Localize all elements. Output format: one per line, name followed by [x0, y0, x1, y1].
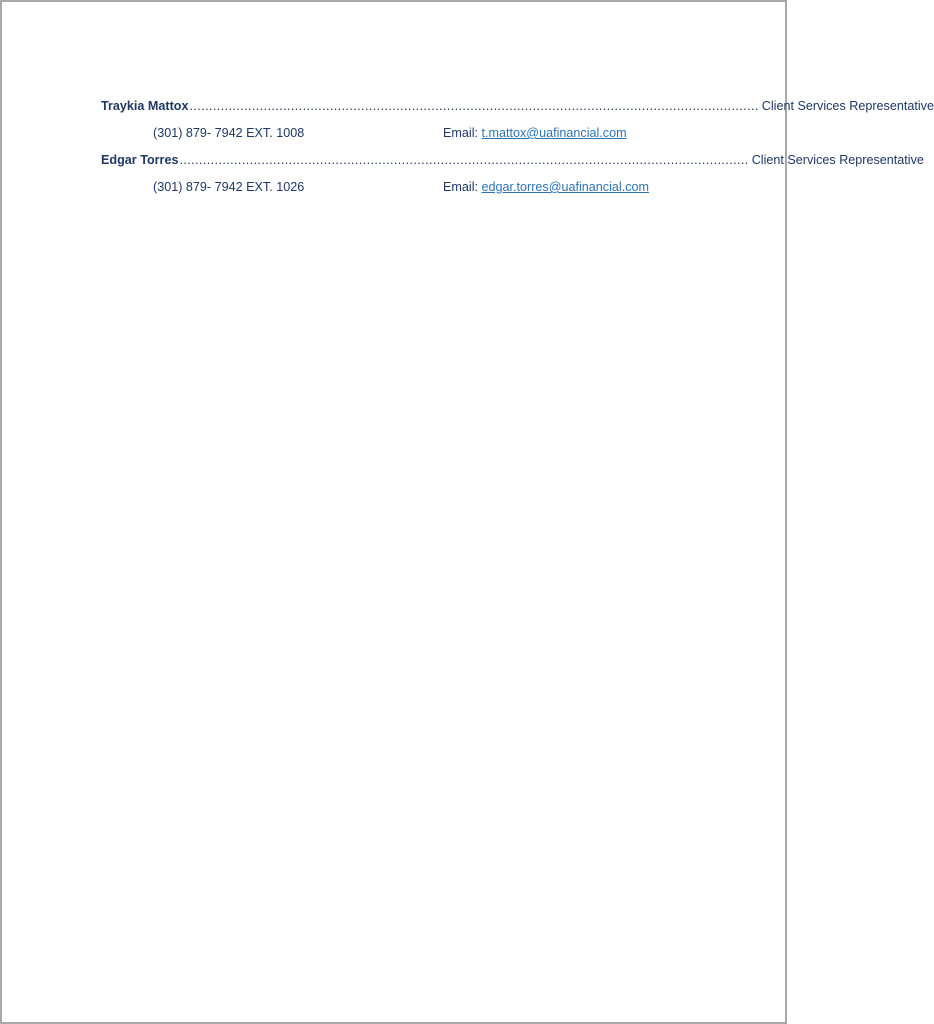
contact-email-group [443, 180, 649, 194]
contact-name-row [101, 99, 934, 118]
contact-entry [101, 153, 924, 199]
contact-phone: (301) 879- 7942 EXT. 1026 [153, 180, 305, 194]
email-label: Email: [443, 126, 478, 140]
contact-detail-row [101, 180, 678, 199]
contact-role: Client Services Representative [761, 99, 934, 113]
contact-name: Traykia Mattox [101, 99, 189, 113]
contact-phone: (301) 879- 7942 EXT. 1008 [153, 126, 305, 140]
contact-name: Edgar Torres [101, 153, 179, 167]
contact-list [101, 99, 934, 199]
email-label: Email: [443, 180, 478, 194]
email-link[interactable]: t.mattox@uafinancial.com [481, 126, 627, 140]
dot-leader: .................................................................................................................................................. [179, 153, 749, 167]
contact-email-group [443, 126, 627, 140]
contact-role: Client Services Representative [751, 153, 924, 167]
dot-leader: .................................................................................................................................................. [189, 99, 759, 113]
contact-entry [101, 99, 934, 145]
email-link[interactable]: edgar.torres@uafinancial.com [481, 180, 649, 194]
contact-detail-row [101, 126, 678, 145]
contact-name-row [101, 153, 924, 172]
